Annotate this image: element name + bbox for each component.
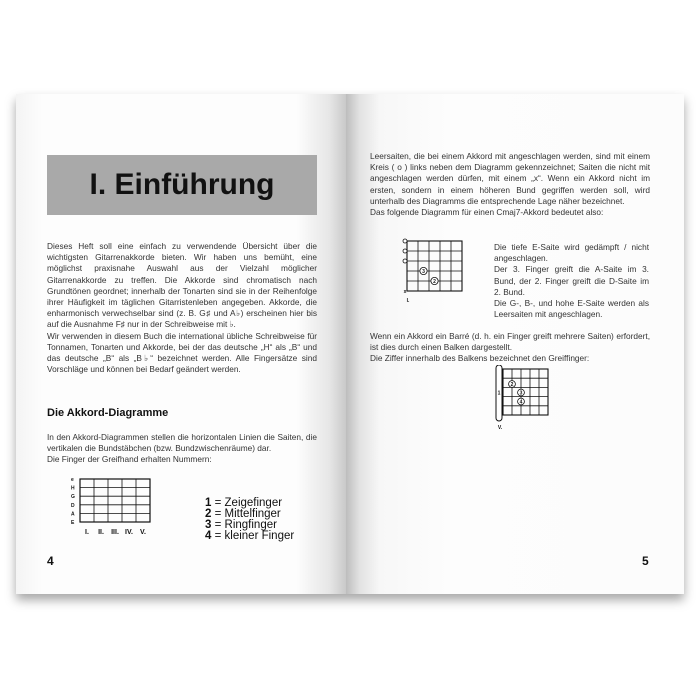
- string-label: H: [71, 485, 75, 492]
- section-paragraph: In den Akkord-Diagrammen stellen die horizontalen Linien die Saiten, die vertikalen die Bundstäbchen (bzw. Bundzwischenräume) dar.: [47, 432, 317, 454]
- finger-number: 1: [205, 497, 212, 509]
- finger-mark: 3: [519, 390, 523, 397]
- barre-diagram: [491, 365, 561, 431]
- string-label: G: [71, 494, 75, 501]
- fret-label: II.: [98, 529, 104, 536]
- finger-number: 2: [205, 508, 212, 520]
- fret-label: I.: [85, 529, 89, 536]
- finger-number: 4: [205, 530, 212, 542]
- chapter-title: I. Einführung: [47, 155, 317, 215]
- paragraph: Leersaiten, die bei einem Akkord mit angeschlagen werden, sind mit einem Kreis ( o ) links neben dem Diagramm gekennzeichnet; Saiten die nicht mit angeschlagen werden dürfen, mit einem „x“. Wenn ein Akkord nicht im ersten, sondern in einem höheren Bund gegriffen werden soll, wird unterhalb des Diagramms die entsprechende Lage näher bezeichnet.: [370, 151, 650, 206]
- left-page: [16, 94, 346, 594]
- paragraph: Die G-, B-, und hohe E-Saite werden als Leersaiten mit angeschlagen.: [494, 298, 649, 320]
- intro-paragraph: Wir verwenden in diesem Buch die international übliche Schreibweise für Tonnamen, Tonarten und Akkorde, bei der das deutsche „H“ als „B“ und das deutsche „B“ als „B♭“ bezeichnet werden. Alle Fingersätze sind Vorschläge und können bei Bedarf geändert werden.: [47, 330, 317, 375]
- open-strings-text: [370, 151, 650, 218]
- mute-mark: x: [403, 289, 407, 295]
- fret-label: IV.: [125, 529, 133, 536]
- barre-text: [370, 331, 650, 365]
- cmaj7-explanation: [494, 242, 649, 320]
- string-label: E: [71, 520, 75, 526]
- paragraph: Die tiefe E-Saite wird gedämpft / nicht angeschlagen.: [494, 242, 649, 264]
- finger-name: = kleiner Finger: [214, 530, 295, 542]
- position-label: V.: [497, 425, 503, 431]
- fret-label: V.: [140, 529, 146, 536]
- intro-paragraph: Dieses Heft soll eine einfach zu verwendende Übersicht über die wichtigsten Gitarrenakkorde bieten. Wir haben uns bemüht, eine möglichst praxisnahe Auswahl aus der Vielzahl möglicher Gitarrenakkorde zu treffen. Die Akkorde sind chromatisch nach Grundtönen geordnet; innerhalb der Tonarten sind sie in der Reihenfolge ihrer Häufigkeit im täglichen Gitarristenleben angegeben. Akkorde, die enharmonisch verwechselbar sind (z. B. G♯ und A♭) erscheinen hier bis auf die Ausnahme F♯ nur in der Schreibweise mit ♭.: [47, 241, 317, 330]
- section-heading: Die Akkord-Diagramme: [47, 407, 169, 419]
- section-paragraph: Die Finger der Greifhand erhalten Nummern:: [47, 454, 212, 465]
- position-label: I.: [406, 298, 410, 304]
- section-text: [47, 432, 317, 466]
- finger-mark: 2: [510, 381, 514, 388]
- finger-name: = Mittelfinger: [214, 508, 281, 520]
- finger-mark: 4: [519, 399, 523, 406]
- page-number: 4: [47, 554, 54, 568]
- paragraph: Der 3. Finger greift die A-Saite im 3. Bund, der 2. Finger greift die D-Saite im 2. Bund.: [494, 264, 649, 297]
- cmaj7-diagram: [399, 238, 469, 306]
- finger-name: = Ringfinger: [214, 519, 277, 531]
- finger-legend: [205, 498, 294, 542]
- blank-chord-diagram: [68, 477, 163, 537]
- open-book: [16, 94, 684, 594]
- fret-label: III.: [111, 529, 119, 536]
- paragraph: Die Ziffer innerhalb des Balkens bezeichnet den Greiffinger:: [370, 353, 590, 364]
- string-label: A: [71, 511, 75, 518]
- paragraph: Wenn ein Akkord ein Barré (d. h. ein Finger greift mehrere Saiten) erfordert, ist dies durch einen Balken dargestellt.: [370, 331, 650, 353]
- right-page: [346, 94, 684, 594]
- string-label: D: [71, 502, 75, 509]
- page-number: 5: [642, 554, 649, 568]
- finger-name: = Zeigefinger: [214, 497, 283, 509]
- finger-number: 3: [205, 519, 212, 531]
- finger-mark: 3: [422, 268, 425, 275]
- barre-finger: 1: [497, 390, 501, 397]
- string-label: e: [71, 477, 74, 483]
- paragraph: Das folgende Diagramm für einen Cmaj7-Akkord bedeutet also:: [370, 207, 604, 218]
- finger-mark: 2: [433, 278, 436, 285]
- intro-text: [47, 241, 317, 375]
